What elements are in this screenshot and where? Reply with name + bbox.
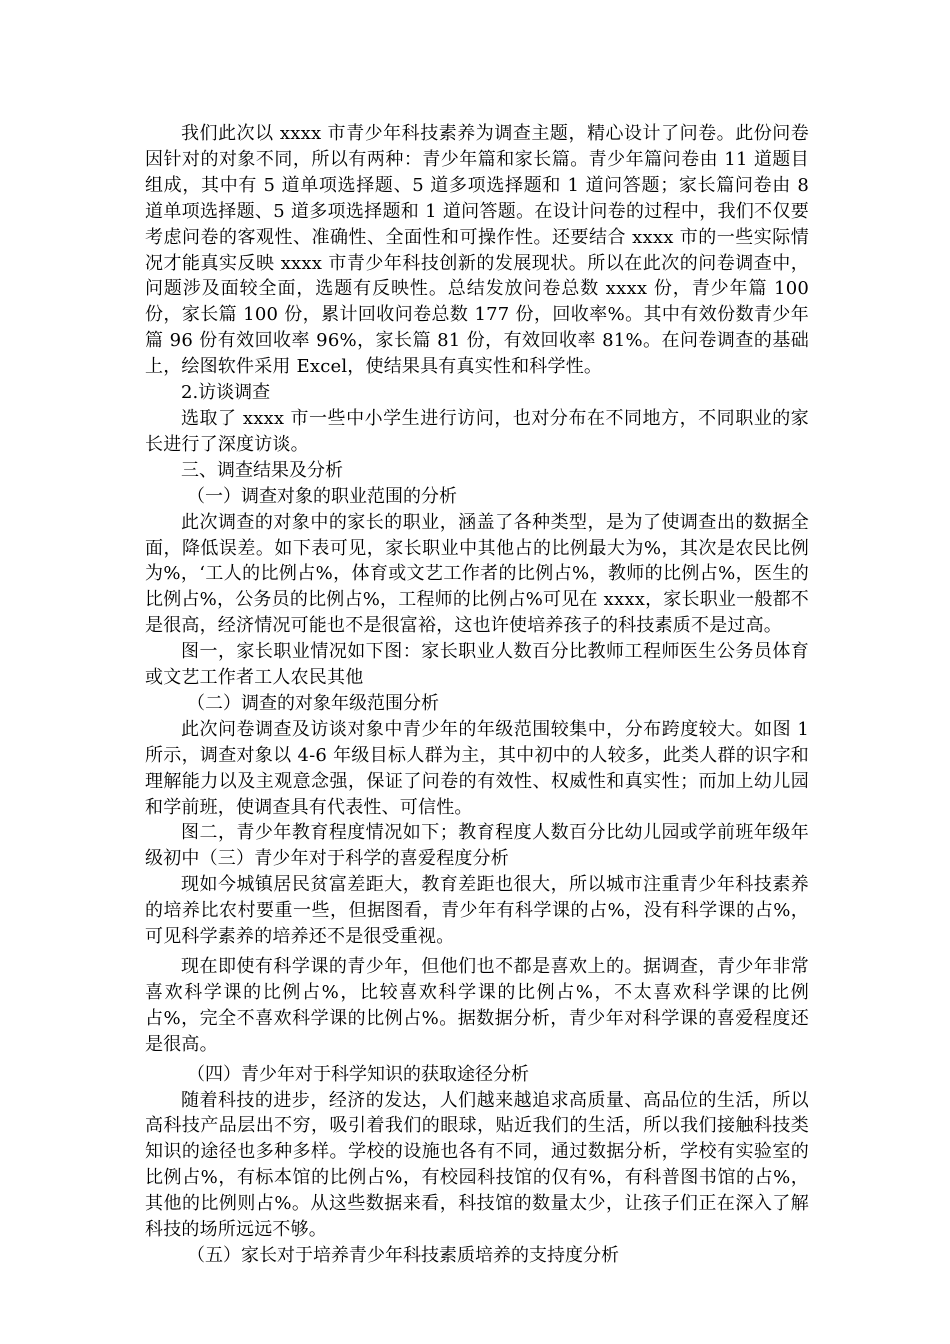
paragraph-questionnaire: 我们此次以 xxxx 市青少年科技素养为调查主题，精心设计了问卷。此份问卷因针对的对象不同，所以有两种：青少年篇和家长篇。青少年篇问卷由 11 道题目组成，其中有 5 道单项选择题、5 道多项选择题和 1 道问答题；家长篇问卷由 8 道单项选择题、5 道多项选择题和 1 道问答题。在设计问卷的过程中，我们不仅要考虑问卷的客观性、准确性、全面性和可操作性。还要结合 xxxx 市的一些实际情况才能真实反映 xxxx 市青少年科技创新的发展现状。所以在此次的问卷调查中，问题涉及面较全面，选题有反映性。总结发放问卷总数 xxxx 份，青少年篇 100 份，家长篇 100 份，累计回收问卷总数 177 份，回收率%。其中有效份数青少年篇 96 份有效回收率 96%，家长篇 81 份，有效回收率 81%。在问卷调查的基础上，绘图软件采用 Excel，使结果具有真实性和科学性。	[145, 123, 809, 378]
paragraph-science-class: 现如今城镇居民贫富差距大，教育差距也很大，所以城市注重青少年科技素养的培养比农村要重一些，但据图看，青少年有科学课的占%，没有科学课的占%，可见科学素养的培养还不是很受重视。	[145, 874, 809, 948]
heading-support: （五）家长对于培养青少年科技素质培养的支持度分析	[187, 1244, 619, 1266]
paragraph-sources: 随着科技的进步，经济的发达，人们越来越追求高质量、高品位的生活，所以高科技产品层出不穷，吸引着我们的眼球，贴近我们的生活，所以我们接触科技类知识的途径也多种多样。学校的设施也各有不同，通过数据分析，学校有实验室的比例占%，有标本馆的比例占%，有校园科技馆的仅有%，有科普图书馆的占%，其他的比例则占%。从这些数据来看，科技馆的数量太少，让孩子们正在深入了解科技的场所远远不够。	[145, 1089, 809, 1241]
paragraph-occupation: 此次调查的对象中的家长的职业，涵盖了各种类型，是为了使调查出的数据全面，降低误差。如下表可见，家长职业中其他占的比例最大为%，其次是农民比例为%，‘工人的比例占%，体育或文艺工作者的比例占%，教师的比例占%，医生的比例占%，公务员的比例占%，工程师的比例占%可见在 xxxx，家长职业一般都不是很高，经济情况可能也不是很富裕，这也许使培养孩子的科技素质不是过高。	[145, 511, 809, 637]
paragraph-interview: 选取了 xxxx 市一些中小学生进行访问，也对分布在不同地方，不同职业的家长进行了深度访谈。	[145, 407, 809, 455]
document-page	[145, 121, 809, 1269]
paragraph-figure-one: 图一，家长职业情况如下图：家长职业人数百分比教师工程师医生公务员体育或文艺工作者工人农民其他	[145, 641, 809, 689]
heading-results: 三、调查结果及分析	[181, 459, 343, 481]
heading-sources: （四）青少年对于科学知识的获取途径分析	[187, 1063, 529, 1085]
paragraph-science-preference: 现在即使有科学课的青少年，但他们也不都是喜欢上的。据调查，青少年非常喜欢科学课的比例占%，比较喜欢科学课的比例占%，不太喜欢科学课的比例占%，完全不喜欢科学课的比例占%。据数据分析，青少年对科学课的喜爱程度还是很高。	[145, 956, 809, 1055]
heading-occupation: （一）调查对象的职业范围的分析	[187, 485, 457, 507]
paragraph-figure-two: 图二，青少年教育程度情况如下；教育程度人数百分比幼儿园或学前班年级年级初中（三）青少年对于科学的喜爱程度分析	[145, 822, 809, 870]
heading-interview: 2.访谈调查	[181, 382, 271, 404]
paragraph-grade: 此次问卷调查及访谈对象中青少年的年级范围较集中，分布跨度较大。如图 1 所示，调查对象以 4-6 年级目标人群为主，其中初中的人较多，此类人群的识字和理解能力以及主观意念强，保证了问卷的有效性、权威性和真实性；而加上幼儿园和学前班，使调查具有代表性、可信性。	[145, 718, 809, 818]
heading-grade: （二）调查的对象年级范围分析	[187, 692, 439, 714]
